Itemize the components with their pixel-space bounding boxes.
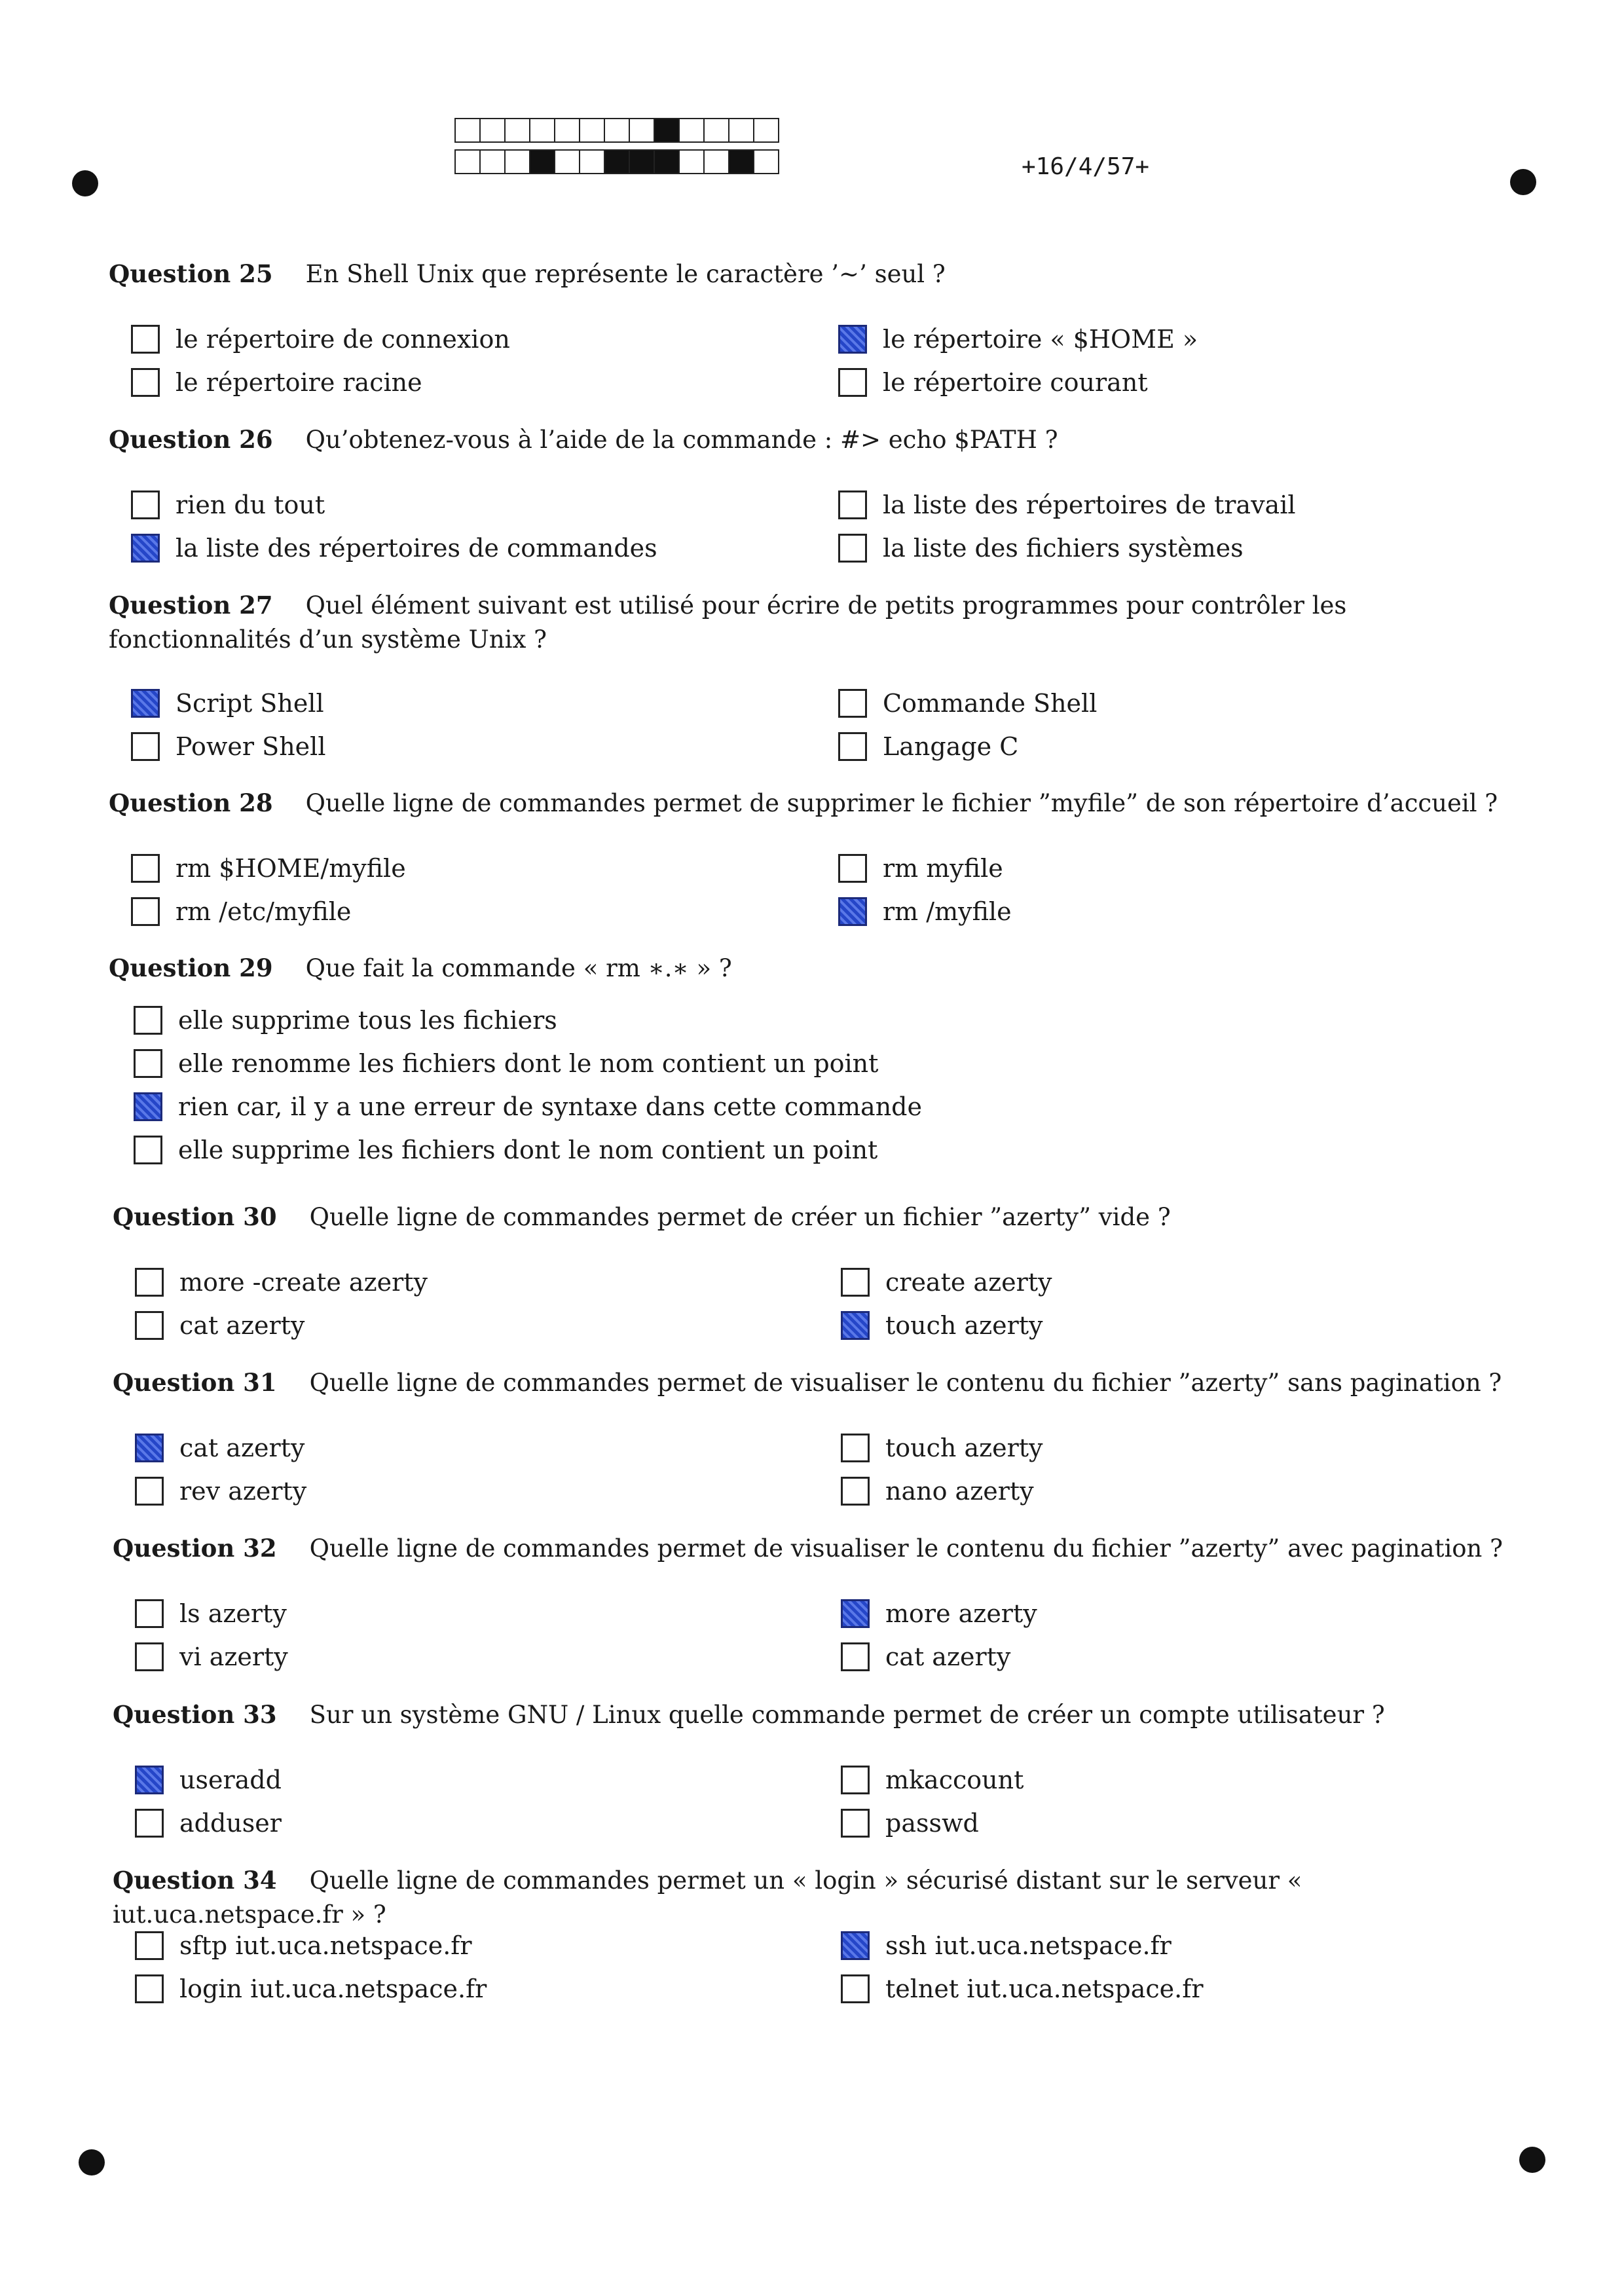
answer-label: elle supprime tous les fichiers <box>178 1006 557 1035</box>
answer-option[interactable] <box>841 1308 1043 1342</box>
question-text: En Shell Unix que représente le caractère ’∼’ seul ? <box>305 260 946 288</box>
answer-checkbox[interactable] <box>135 1311 164 1340</box>
answer-checkbox[interactable] <box>838 854 867 883</box>
id-grid-row <box>454 118 778 144</box>
answer-label: la liste des répertoires de travail <box>883 491 1296 519</box>
answer-checkbox[interactable] <box>131 732 160 761</box>
answer-label: ls azerty <box>179 1599 287 1628</box>
question-text: Que fait la commande « rm ∗.∗ » ? <box>305 954 732 982</box>
id-grid-cell <box>454 149 481 174</box>
answer-option[interactable] <box>841 1806 979 1840</box>
answer-checkbox[interactable] <box>841 1434 870 1462</box>
answer-label: la liste des fichiers systèmes <box>883 534 1244 563</box>
answer-checkbox[interactable] <box>131 325 160 354</box>
answer-option[interactable] <box>131 322 510 356</box>
id-grid-cell <box>579 149 605 174</box>
answer-label: adduser <box>179 1809 282 1838</box>
question-number: Question 34 <box>113 1866 277 1895</box>
answer-label: rien du tout <box>175 491 325 519</box>
answer-label: nano azerty <box>885 1477 1034 1506</box>
answer-checkbox-checked[interactable] <box>135 1766 164 1794</box>
answer-label: elle renomme les fichiers dont le nom contient un point <box>178 1049 879 1078</box>
question-number: Question 28 <box>109 788 273 817</box>
answer-label: rev azerty <box>179 1477 307 1506</box>
id-grid-cell <box>728 149 754 174</box>
answer-option[interactable] <box>135 1265 428 1299</box>
answer-option[interactable] <box>135 1597 287 1631</box>
answer-label: useradd <box>179 1766 282 1794</box>
id-grid-cell <box>703 149 729 174</box>
id-grid-cell <box>529 118 555 143</box>
answer-option[interactable] <box>134 1090 922 1124</box>
answer-checkbox-checked[interactable] <box>841 1599 870 1628</box>
answer-checkbox[interactable] <box>838 491 867 519</box>
question-heading <box>109 951 1504 986</box>
student-id-grid <box>454 118 778 181</box>
question-number: Question 31 <box>113 1368 277 1397</box>
id-grid-cell <box>753 149 779 174</box>
id-grid-cell <box>629 149 655 174</box>
answer-option[interactable] <box>134 1046 878 1081</box>
answer-option[interactable] <box>841 1972 1203 2006</box>
id-grid-cell <box>678 149 705 174</box>
answer-checkbox[interactable] <box>841 1766 870 1794</box>
id-grid-cell <box>554 118 580 143</box>
question-number: Question 32 <box>113 1534 277 1563</box>
id-grid-cell <box>479 149 506 174</box>
answer-label: rien car, il y a une erreur de syntaxe dans cette commande <box>178 1092 922 1121</box>
answer-checkbox[interactable] <box>838 689 867 718</box>
answer-option[interactable] <box>135 1431 304 1465</box>
answer-checkbox[interactable] <box>134 1049 162 1078</box>
answer-label: rm /myfile <box>883 897 1012 926</box>
answer-checkbox[interactable] <box>135 1599 164 1628</box>
id-grid-cell <box>554 149 580 174</box>
question-heading <box>109 588 1504 657</box>
answer-label: telnet iut.uca.netspace.fr <box>885 1974 1204 2003</box>
id-grid-cell <box>629 118 655 143</box>
id-grid-cell <box>504 118 530 143</box>
page-code: +16/4/57+ <box>1022 153 1150 180</box>
answer-label: Langage C <box>883 732 1019 761</box>
answer-label: rm myfile <box>883 854 1003 883</box>
question-text: Quelle ligne de commandes permet de supprimer le fichier ”myfile” de son répertoire d’accueil ? <box>305 789 1498 817</box>
answer-option[interactable] <box>841 1640 1010 1674</box>
question-number: Question 29 <box>109 954 273 982</box>
answer-checkbox[interactable] <box>135 1974 164 2003</box>
answer-label: touch azerty <box>885 1311 1043 1340</box>
answer-option[interactable] <box>838 730 1018 764</box>
answer-label: touch azerty <box>885 1434 1043 1462</box>
answer-label: Commande Shell <box>883 689 1098 718</box>
answer-label: cat azerty <box>885 1642 1011 1671</box>
id-grid-cell <box>454 118 481 143</box>
answer-option[interactable] <box>841 1431 1043 1465</box>
id-grid-cell <box>579 118 605 143</box>
question-text: Quelle ligne de commandes permet de visualiser le contenu du fichier ”azerty” sans pagination ? <box>309 1369 1502 1397</box>
answer-option[interactable] <box>841 1929 1172 1963</box>
question-text: Quelle ligne de commandes permet un « login » sécurisé distant sur le serveur « iut.uca.netspace.fr » ? <box>113 1866 1302 1929</box>
answer-option[interactable] <box>135 1308 304 1342</box>
answer-checkbox-checked[interactable] <box>841 1931 870 1960</box>
answer-label: Script Shell <box>175 689 324 718</box>
answer-checkbox[interactable] <box>131 368 160 397</box>
answer-option[interactable] <box>134 1003 557 1037</box>
answer-checkbox[interactable] <box>131 897 160 926</box>
answer-option[interactable] <box>838 488 1296 522</box>
answer-checkbox[interactable] <box>838 732 867 761</box>
id-grid-cell <box>728 118 754 143</box>
id-grid-cell <box>678 118 705 143</box>
question-number: Question 30 <box>113 1202 277 1231</box>
answer-option[interactable] <box>131 488 325 522</box>
question-number: Question 33 <box>113 1700 277 1729</box>
id-grid-cell <box>703 118 729 143</box>
question-text: Sur un système GNU / Linux quelle commande permet de créer un compte utilisateur ? <box>309 1701 1385 1729</box>
question-text: Quel élément suivant est utilisé pour écrire de petits programmes pour contrôler les fonctionnalités d’un système Unix ? <box>109 591 1347 654</box>
id-grid-cell <box>504 149 530 174</box>
registration-mark-top-left <box>72 170 98 196</box>
answer-option[interactable] <box>131 851 406 885</box>
answer-checkbox-checked[interactable] <box>131 534 160 563</box>
id-grid-cell <box>479 118 506 143</box>
answer-checkbox-checked[interactable] <box>838 325 867 354</box>
answer-checkbox[interactable] <box>135 1931 164 1960</box>
answer-label: vi azerty <box>179 1642 288 1671</box>
answer-option[interactable] <box>838 322 1198 356</box>
answer-option[interactable] <box>841 1763 1024 1797</box>
id-grid-cell <box>654 149 680 174</box>
answer-option[interactable] <box>838 851 1003 885</box>
id-grid-cell <box>654 118 680 143</box>
answer-label: rm $HOME/myfile <box>175 854 406 883</box>
answer-label: le répertoire de connexion <box>175 325 510 354</box>
answer-option[interactable] <box>135 1929 472 1963</box>
id-grid-cell <box>529 149 555 174</box>
answer-option[interactable] <box>135 1763 282 1797</box>
id-grid-cell <box>604 149 630 174</box>
answer-checkbox[interactable] <box>838 534 867 563</box>
answer-checkbox-checked[interactable] <box>838 897 867 926</box>
question-heading <box>109 422 1504 457</box>
answer-checkbox[interactable] <box>135 1477 164 1506</box>
answer-checkbox[interactable] <box>131 854 160 883</box>
answer-option[interactable] <box>838 895 1012 929</box>
answer-checkbox[interactable] <box>841 1642 870 1671</box>
answer-option[interactable] <box>131 730 325 764</box>
answer-option[interactable] <box>131 686 324 720</box>
answer-option[interactable] <box>135 1806 282 1840</box>
answer-label: more azerty <box>885 1599 1037 1628</box>
answer-option[interactable] <box>131 531 657 565</box>
answer-label: la liste des répertoires de commandes <box>175 534 657 563</box>
answer-checkbox[interactable] <box>134 1006 162 1035</box>
answer-checkbox[interactable] <box>135 1268 164 1297</box>
answer-label: cat azerty <box>179 1311 305 1340</box>
question-heading <box>113 1863 1507 1932</box>
answer-label: le répertoire racine <box>175 368 422 397</box>
answer-option[interactable] <box>841 1597 1037 1631</box>
answer-label: le répertoire « $HOME » <box>883 325 1198 354</box>
answer-checkbox[interactable] <box>134 1136 162 1164</box>
answer-label: create azerty <box>885 1268 1052 1297</box>
answer-label: rm /etc/myfile <box>175 897 352 926</box>
answer-checkbox[interactable] <box>841 1809 870 1838</box>
id-grid-row <box>454 149 778 176</box>
question-number: Question 25 <box>109 259 273 288</box>
answer-checkbox[interactable] <box>841 1974 870 2003</box>
question-number: Question 27 <box>109 591 273 620</box>
question-number: Question 26 <box>109 425 273 454</box>
registration-mark-bottom-right <box>1519 2147 1545 2173</box>
question-text: Quelle ligne de commandes permet de visualiser le contenu du fichier ”azerty” avec pagination ? <box>309 1534 1503 1563</box>
answer-label: ssh iut.uca.netspace.fr <box>885 1931 1172 1960</box>
question-heading <box>113 1365 1507 1400</box>
answer-option[interactable] <box>131 365 422 399</box>
id-grid-cell <box>604 118 630 143</box>
registration-mark-top-right <box>1510 169 1536 195</box>
answer-checkbox-checked[interactable] <box>841 1311 870 1340</box>
answer-option[interactable] <box>841 1474 1034 1508</box>
answer-checkbox[interactable] <box>841 1268 870 1297</box>
answer-label: cat azerty <box>179 1434 305 1462</box>
answer-label: more -create azerty <box>179 1268 428 1297</box>
answer-option[interactable] <box>131 895 351 929</box>
question-heading <box>109 257 1504 291</box>
answer-checkbox[interactable] <box>841 1477 870 1506</box>
question-text: Quelle ligne de commandes permet de créer un fichier ”azerty” vide ? <box>309 1203 1171 1231</box>
answer-checkbox-checked[interactable] <box>131 689 160 718</box>
answer-label: Power Shell <box>175 732 326 761</box>
answer-checkbox[interactable] <box>135 1642 164 1671</box>
answer-option[interactable] <box>838 531 1244 565</box>
answer-checkbox-checked[interactable] <box>134 1092 162 1121</box>
question-heading <box>113 1200 1507 1234</box>
answer-checkbox[interactable] <box>131 491 160 519</box>
answer-option[interactable] <box>838 365 1148 399</box>
answer-label: sftp iut.uca.netspace.fr <box>179 1931 472 1960</box>
question-heading <box>113 1531 1507 1566</box>
answer-label: passwd <box>885 1809 979 1838</box>
answer-checkbox[interactable] <box>838 368 867 397</box>
answer-label: login iut.uca.netspace.fr <box>179 1974 487 2003</box>
answer-option[interactable] <box>135 1972 487 2006</box>
answer-option[interactable] <box>135 1474 306 1508</box>
answer-label: elle supprime les fichiers dont le nom contient un point <box>178 1136 878 1164</box>
answer-checkbox-checked[interactable] <box>135 1434 164 1462</box>
id-grid-cell <box>753 118 779 143</box>
answer-option[interactable] <box>838 686 1097 720</box>
answer-option[interactable] <box>134 1133 877 1167</box>
question-heading <box>109 786 1504 821</box>
registration-mark-bottom-left <box>79 2149 105 2176</box>
question-heading <box>113 1697 1507 1732</box>
answer-option[interactable] <box>841 1265 1052 1299</box>
answer-option[interactable] <box>135 1640 288 1674</box>
answer-label: mkaccount <box>885 1766 1024 1794</box>
answer-label: le répertoire courant <box>883 368 1148 397</box>
question-text: Qu’obtenez-vous à l’aide de la commande : #> echo $PATH ? <box>305 426 1058 454</box>
answer-checkbox[interactable] <box>135 1809 164 1838</box>
